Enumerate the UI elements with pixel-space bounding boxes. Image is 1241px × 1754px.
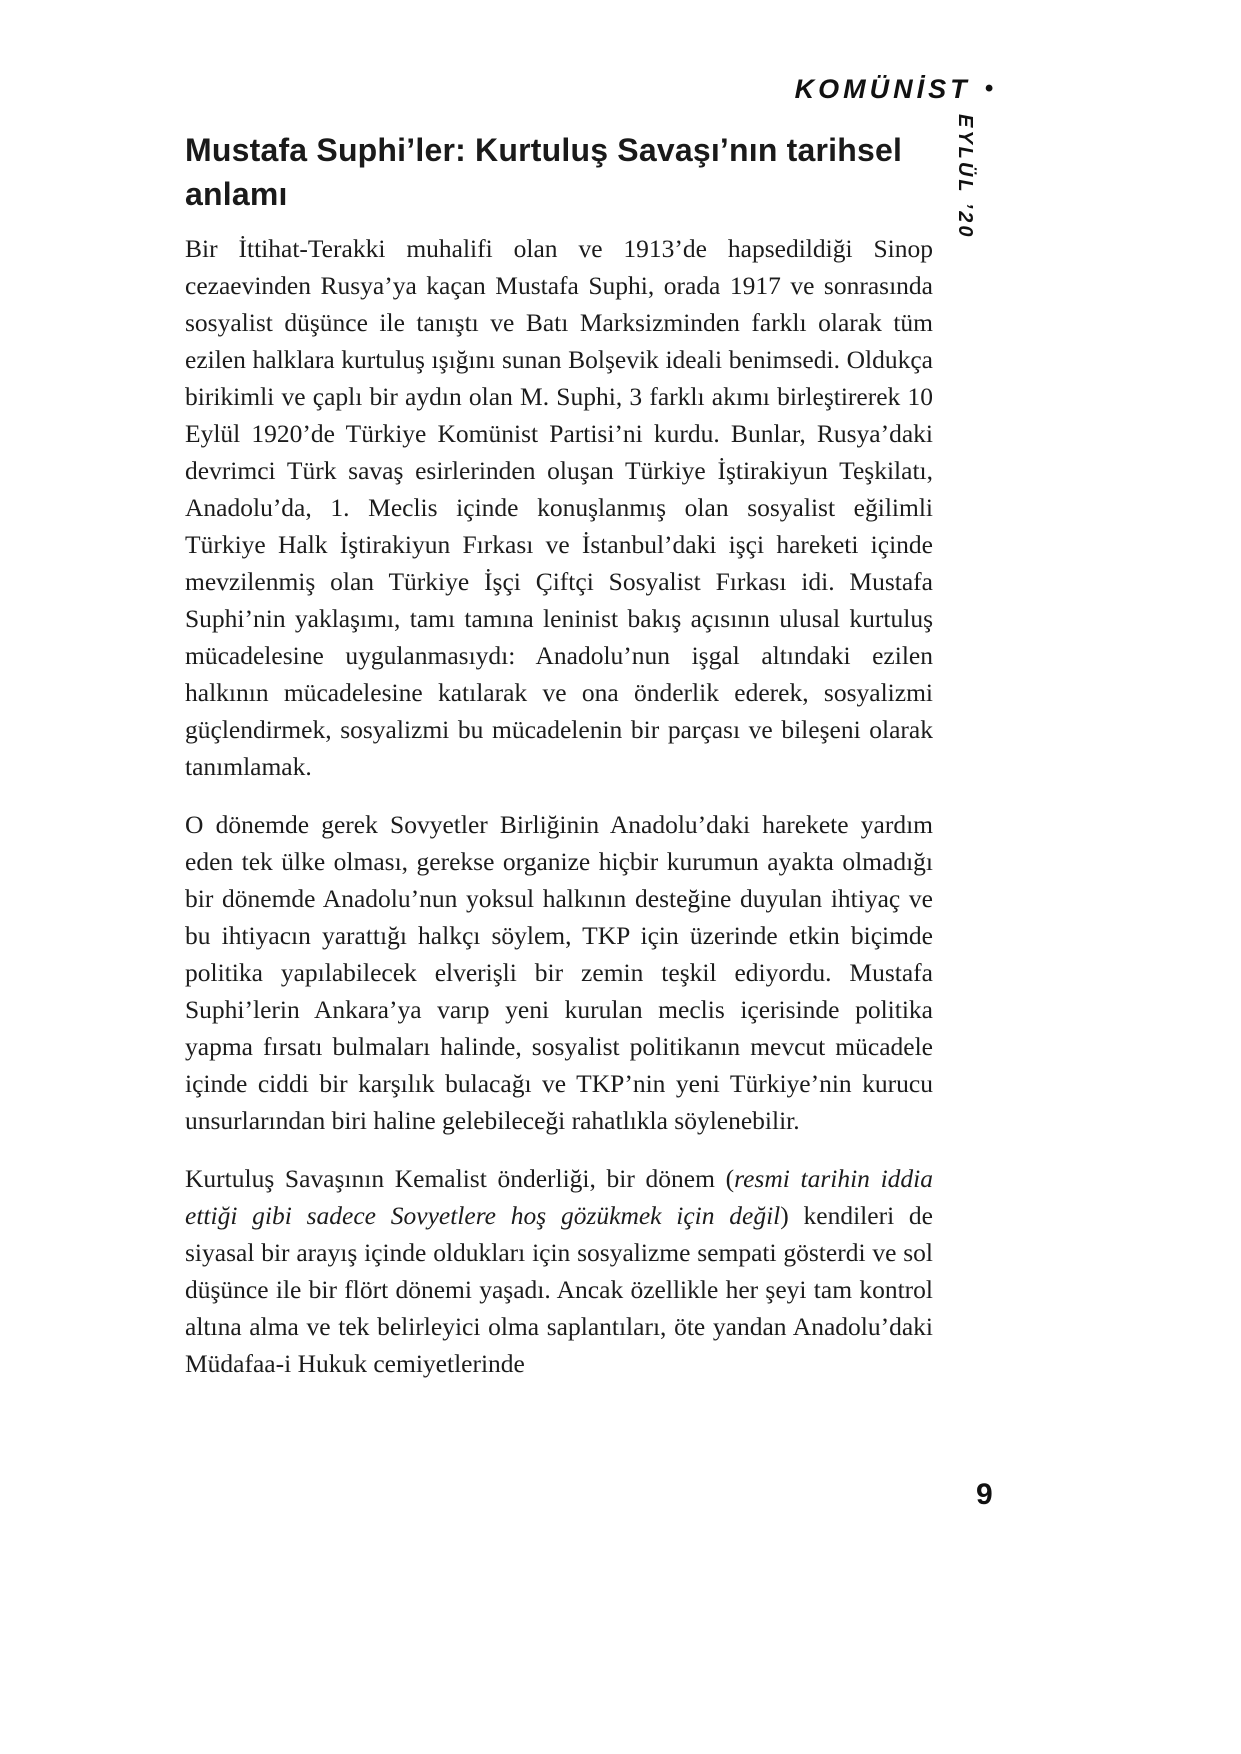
paragraph-3 [185, 1160, 933, 1382]
article-title: Mustafa Suphi’ler: Kurtuluş Savaşı’nın tarihsel anlamı [185, 132, 903, 212]
paragraph-3-italic-quote: resmi tarihin iddia ettiği gibi sadece Sovyetlere hoş gözükmek için değil [185, 1164, 933, 1230]
issue-date-vertical: EYLÜL ’20 [954, 114, 976, 240]
page-number: 9 [976, 1478, 993, 1511]
header-bullet-icon: • [984, 74, 993, 102]
paragraph-2: O dönemde gerek Sovyetler Birliğinin Anadolu’daki harekete yardım eden tek ülke olması, gerekse organize hiçbir kurumun ayakta olmadığı bir dönemde Anadolu’nun yoksul halkının desteğine duyulan ihtiyaç ve bu ihtiyacın yarattığı halkçı söylem, TKP için üzerinde etkin biçimde politika yapılabilecek elverişli bir zemin teşkil ediyordu. Mustafa Suphi’lerin Ankara’ya varıp yeni kurulan meclis içerisinde politika yapma fırsatı bulmaları halinde, sosyalist politikanın mevcut mücadele içinde ciddi bir karşılık bulacağı ve TKP’nin yeni Türkiye’nin kurucu unsurlarından biri haline gelebileceği rahatlıkla söylenebilir. [185, 810, 933, 1135]
paragraph-3-text-pre: Kurtuluş Savaşının Kemalist önderliği, bir dönem ( [185, 1164, 735, 1193]
magazine-title: KOMÜNİST [794, 74, 971, 104]
paragraph-1: Bir İttihat-Terakki muhalifi olan ve 1913’de hapsedildiği Sinop cezaevinden Rusya’ya kaçan Mustafa Suphi, orada 1917 ve sonrasında sosyalist düşünce ile tanıştı ve Batı Marksizminden farklı olarak tüm ezilen halklara kurtuluş ışığını sunan Bolşevik ideali benimsedi. Oldukça birikimli ve çaplı bir aydın olan M. Suphi, 3 farklı akımı birleştirerek 10 Eylül 1920’de Türkiye Komünist Partisi’ni kurdu. Bunlar, Rusya’daki devrimci Türk savaş esirlerinden oluşan Türkiye İştirakiyun Teşkilatı, Anadolu’da, 1. Meclis içinde konuşlanmış olan sosyalist eğilimli Türkiye Halk İştirakiyun Fırkası ve İstanbul’daki işçi hareketi içinde mevzilenmiş olan Türkiye İşçi Çiftçi Sosyalist Fırkası idi. Mustafa Suphi’nin yaklaşımı, tamı tamına leninist bakış açısının ulusal kurtuluş mücadelesine uygulanmasıydı: Anadolu’nun işgal altındaki ezilen halkının mücadelesine katılarak ve ona önderlik ederek, sosyalizmi güçlendirmek, sosyalizmi bu mücadelenin bir parçası ve bileşeni olarak tanımlamak. [185, 234, 933, 781]
paragraph-3-text-post: ) kendileri de siyasal bir arayış içinde oldukları için sosyalizme sempati gösterdi ve sol düşünce ile bir flört dönemi yaşadı. Ancak özellikle her şeyi tam kontrol altına alma ve tek belirleyici olma saplantıları, öte yandan Anadolu’daki Müdafaa-i Hukuk cemiyetlerinde [185, 1201, 933, 1378]
article [185, 128, 933, 1382]
magazine-masthead [795, 74, 993, 105]
